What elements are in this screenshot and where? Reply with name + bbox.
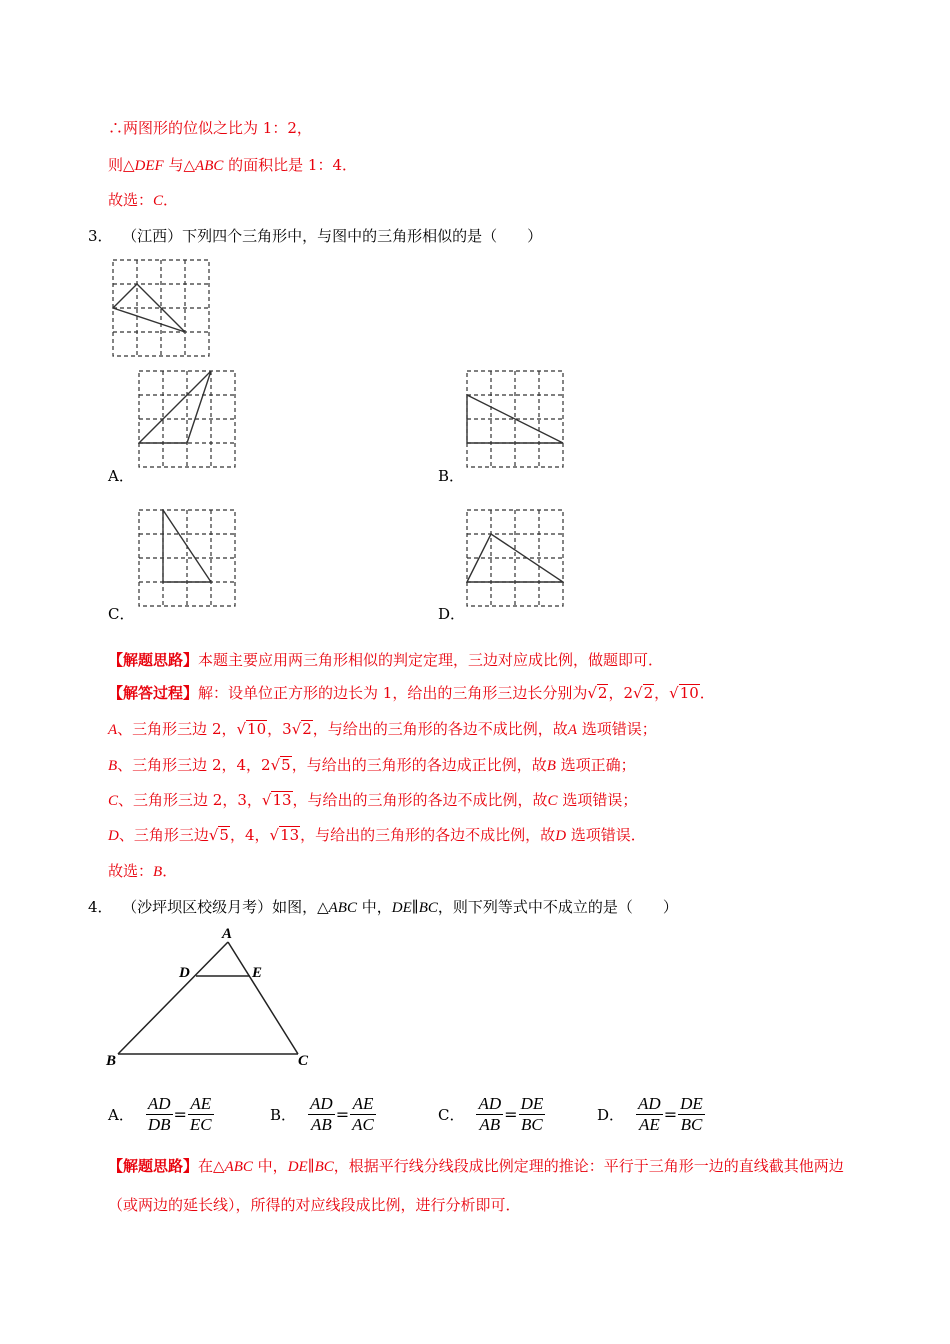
side-ac — [228, 942, 298, 1054]
q4-option-c[interactable]: C． $\frac{AD}{AB}$ = $\frac{DE}{BC}$ — [438, 1094, 544, 1134]
option-a-figure — [138, 370, 236, 468]
q4-option-b[interactable]: B． $\frac{AD}{AB}$ = $\frac{AE}{AC}$ — [270, 1094, 374, 1134]
label-e: E — [252, 965, 263, 981]
question-3: 3． （江西）下列四个三角形中，与图中的三角形相似的是（ ） — [88, 227, 543, 245]
q4-triangle-figure — [100, 922, 320, 1072]
intro-line-2: 则△DEF 与△ABC 的面积比是 1：4． — [108, 156, 357, 174]
option-a-label[interactable]: A． — [108, 467, 134, 485]
q3-line-c: C、三角形三边 2，3，√13，与给出的三角形的各边不成比例，故C 选项错误； — [108, 791, 638, 809]
label-b: B — [106, 1053, 117, 1069]
intro-line-1: ∴两图形的位似之比为 1：2， — [108, 119, 312, 137]
intro-answer: 故选：C． — [108, 191, 179, 209]
q4-thinking: 【解题思路】在△ABC 中，DE∥BC，根据平行线分线段成比例定理的推论：平行于三角形一边的直线截其他两边（或两边的延长线），所得的对应线段成比例，进行分析即可． — [108, 1157, 844, 1214]
q3-line-b: B、三角形三边 2，4，2√5，与给出的三角形的各边成正比例，故B 选项正确； — [108, 756, 636, 774]
q3-thinking: 【解题思路】本题主要应用两三角形相似的判定定理，三边对应成比例，做题即可． — [108, 651, 664, 669]
option-a-triangle — [139, 371, 211, 443]
label-d: D — [179, 965, 190, 981]
option-d-label[interactable]: D． — [438, 605, 466, 623]
side-ab — [118, 942, 228, 1054]
option-b-label[interactable]: B． — [438, 467, 465, 485]
option-c-figure — [138, 509, 236, 607]
q4-option-a[interactable]: A． $\frac{AD}{DB}$ = $\frac{AE}{EC}$ — [108, 1094, 212, 1134]
option-d-figure — [466, 509, 564, 607]
q4-option-d[interactable]: D． $\frac{AD}{AE}$ = $\frac{DE}{BC}$ — [597, 1094, 703, 1134]
q3-process: 【解答过程】解：设单位正方形的边长为 1，给出的三角形三边长分别为√2，2√2，√10． — [108, 684, 715, 702]
label-a: A — [222, 926, 233, 942]
q3-line-a: A、三角形三边 2，√10，3√2，与给出的三角形的各边不成比例，故A 选项错误； — [108, 720, 657, 738]
q3-line-d: D、三角形三边√5，4，√13，与给出的三角形的各边不成比例，故D 选项错误． — [108, 826, 646, 844]
option-b-figure — [466, 370, 564, 468]
label-c: C — [298, 1053, 309, 1069]
question-4: 4． （沙坪坝区校级月考）如图，△ABC 中，DE∥BC，则下列等式中不成立的是（ ） — [88, 898, 678, 916]
reference-triangle-figure — [112, 259, 210, 357]
option-c-label[interactable]: C． — [108, 605, 135, 623]
q3-answer: 故选：B． — [108, 862, 178, 880]
